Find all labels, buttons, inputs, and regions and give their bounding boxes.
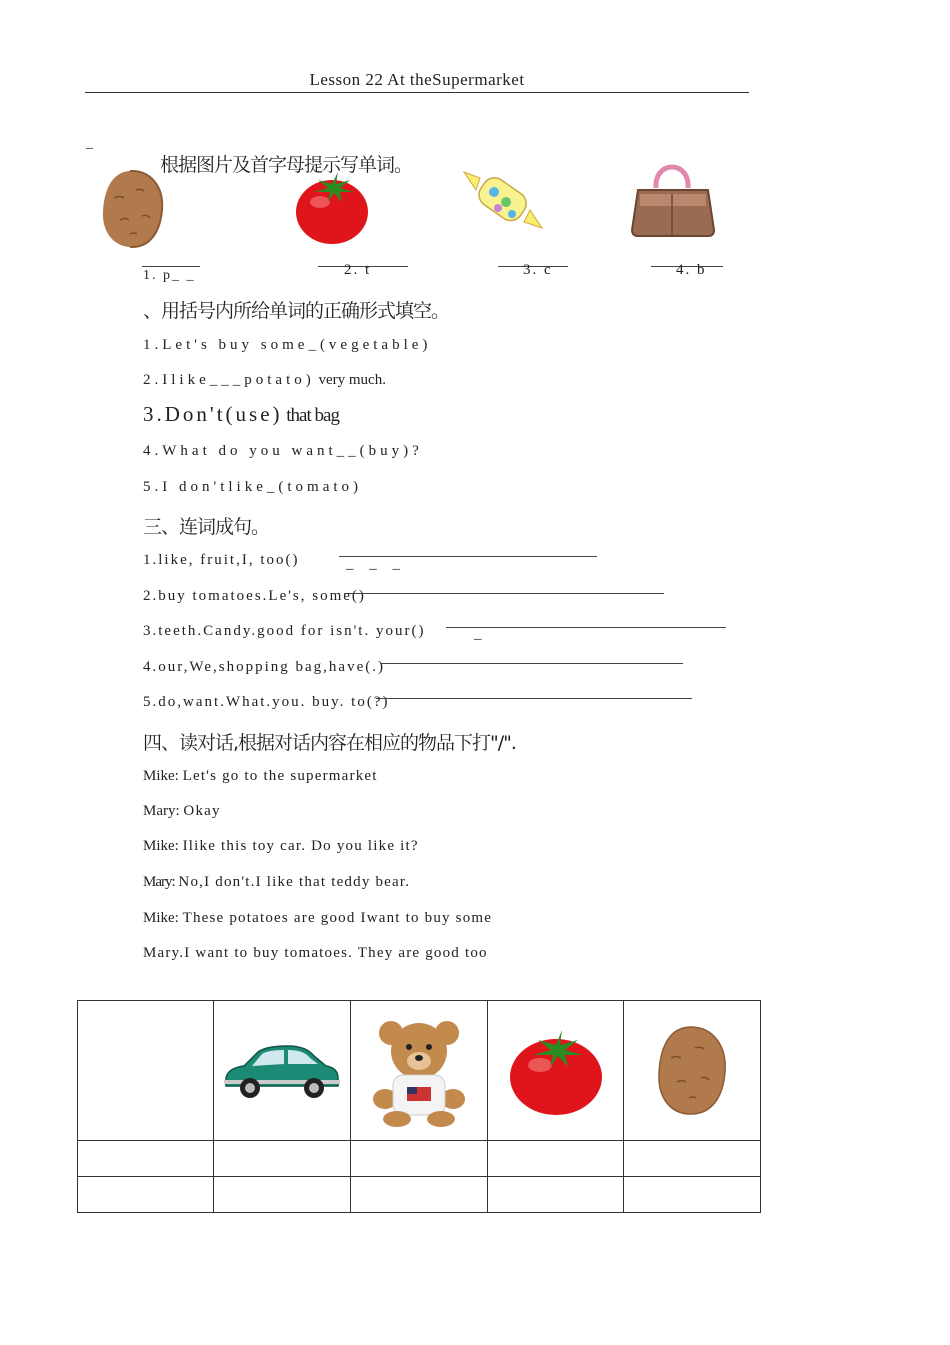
picture-cell-tomato	[488, 1001, 624, 1141]
potato-icon	[100, 168, 166, 250]
exercise3-line-5: 5.do,want.What.you. buy. to(?)	[143, 694, 390, 710]
answer-line-1[interactable]	[142, 266, 200, 267]
dialogue-text: No,I don't.I like that teddy bear.	[178, 874, 411, 890]
dialogue-text: Okay	[183, 803, 221, 819]
section2-heading: 、用括号内所给单词的正确形式填空。	[143, 300, 450, 322]
exercise2-line-2-tail: very much.	[314, 372, 386, 388]
item-label-4: 4. b	[676, 262, 707, 278]
dialogue-line-1	[143, 768, 378, 785]
exercise3-mark-1: _ _ _	[346, 556, 406, 572]
answer-row-2	[78, 1177, 761, 1213]
dialogue-text: These potatoes are good Iwant to buy some	[182, 910, 493, 926]
answer-table	[77, 1000, 761, 1213]
picture-cell-blank	[78, 1001, 214, 1141]
exercise2-line-1: 1.Let's buy some_(vegetable)	[143, 337, 432, 353]
item-label-1: 1. p_ _	[143, 268, 196, 283]
candy-icon	[460, 162, 546, 240]
answer-cell[interactable]	[214, 1177, 351, 1213]
picture-cell-car	[214, 1001, 351, 1141]
picture-cell-bear	[351, 1001, 488, 1141]
dialogue-text: Let's go to the supermarket	[182, 768, 378, 784]
dialogue-text: Mary.I want to buy tomatoes. They are good too	[143, 945, 488, 961]
answer-cell[interactable]	[214, 1141, 351, 1177]
exercise3-line-2: 2.buy tomatoes.Le's, some()	[143, 588, 366, 604]
exercise3-line-4: 4.our,We,shopping bag,have(.)	[143, 659, 385, 675]
dialogue-line-6	[143, 945, 488, 962]
section1-heading: 根据图片及首字母提示写单词。	[160, 154, 413, 176]
dialogue-line-3	[143, 838, 419, 855]
dialogue-line-2	[143, 803, 221, 820]
speaker: Mary:	[143, 803, 180, 819]
picture-row	[78, 1001, 761, 1141]
exercise3-answer-2[interactable]	[344, 593, 664, 594]
speaker: Mary:	[143, 874, 175, 890]
exercise2-line-2	[143, 372, 386, 389]
speaker: Mike:	[143, 838, 179, 854]
item-label-3: 3. c	[523, 262, 553, 278]
bag-icon	[630, 152, 718, 240]
dialogue-line-5	[143, 910, 492, 927]
exercise3-answer-3[interactable]	[446, 627, 726, 628]
exercise2-line-3-text: 3.Don't(use)	[143, 402, 283, 426]
exercise3-answer-4[interactable]	[380, 663, 683, 664]
page-title: Lesson 22 At theSupermarket	[309, 70, 525, 89]
dialogue-text: Ilike this toy car. Do you like it?	[182, 838, 419, 854]
answer-cell[interactable]	[488, 1177, 624, 1213]
exercise3-line-1: 1.like, fruit,I, too()	[143, 552, 300, 568]
exercise2-line-4: 4.What do you want__(buy)?	[143, 443, 423, 459]
answer-cell[interactable]	[351, 1177, 488, 1213]
section4-heading: 四、读对话,根据对话内容在相应的物品下打"/".	[143, 732, 516, 754]
exercise3-answer-5[interactable]	[376, 698, 692, 699]
exercise2-line-2-text: 2.Ilike___potato)	[143, 372, 315, 388]
exercise2-line-3-tail: that bag	[282, 405, 339, 426]
picture-cell-potato	[624, 1001, 761, 1141]
teddy-bear-icon	[351, 1015, 487, 1127]
answer-cell[interactable]	[78, 1177, 214, 1213]
answer-row-1	[78, 1141, 761, 1177]
speaker: Mike:	[143, 910, 179, 926]
exercise2-line-5: 5.I don'tlike_(tomato)	[143, 479, 363, 495]
potato-icon	[624, 1024, 760, 1118]
answer-cell[interactable]	[488, 1141, 624, 1177]
exercise3-mark-2: _	[474, 626, 484, 642]
answer-cell[interactable]	[351, 1141, 488, 1177]
exercise2-line-3	[143, 402, 339, 427]
tomato-icon	[488, 1025, 623, 1117]
answer-cell[interactable]	[624, 1141, 761, 1177]
item-label-2: 2. t	[344, 262, 372, 278]
title-rule	[85, 92, 749, 93]
dialogue-line-4	[143, 874, 410, 891]
answer-cell[interactable]	[78, 1141, 214, 1177]
section3-heading: 三、连词成句。	[143, 516, 270, 538]
toy-car-icon	[214, 1042, 350, 1100]
tomato-icon	[294, 170, 370, 246]
stray-mark: _	[86, 136, 93, 151]
exercise3-line-3: 3.teeth.Candy.good for isn't. your()	[143, 623, 426, 639]
answer-cell[interactable]	[624, 1177, 761, 1213]
speaker: Mike:	[143, 768, 179, 784]
